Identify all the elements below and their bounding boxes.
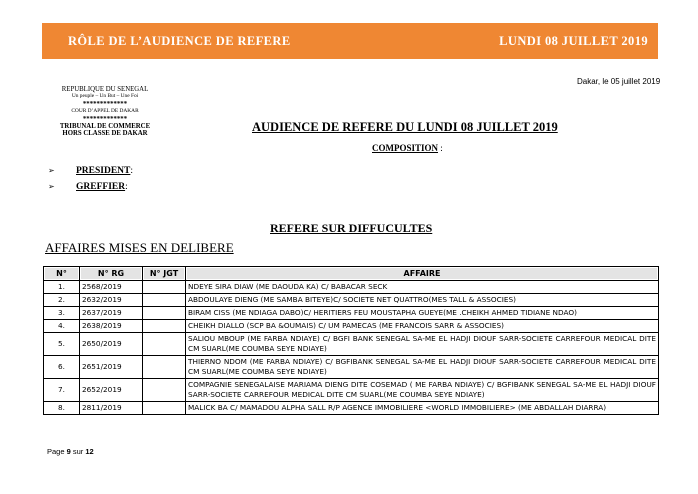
cell-rg: 2651/2019 <box>80 356 143 379</box>
cases-table <box>43 266 659 415</box>
header-jgt: N° JGT <box>143 267 186 281</box>
cell-affaire: ABDOULAYE DIENG (ME SAMBA BITEYE)C/ SOCIETE NET QUATTRO(MES TALL & ASSOCIES) <box>186 294 659 307</box>
cell-num: 2. <box>44 294 80 307</box>
cell-affaire: BIRAM CISS (ME NDIAGA DABO)C/ HERITIERS FEU MOUSTAPHA GUEYE(ME .CHEIKH AHMED TIDIANE NDAO) <box>186 307 659 320</box>
table-row <box>44 356 659 379</box>
cell-jgt <box>143 281 186 294</box>
cell-affaire: COMPAGNIE SENEGALAISE MARIAMA DIENG DITE COSEMAD ( ME FARBA NDIAYE) C/ BGFIBANK SENEGAL SA-ME EL HADJI DIOUF SARR-SOCIETE CARREFOUR MEDICAL DITE CM SUARL(ME COUMBA SEYE NDIAYE) <box>186 379 659 402</box>
header-banner <box>42 23 658 59</box>
table-row <box>44 333 659 356</box>
institution-block <box>30 86 180 138</box>
header-rg: N° RG <box>80 267 143 281</box>
roles-list <box>48 163 133 195</box>
cell-jgt <box>143 379 186 402</box>
cell-rg: 2637/2019 <box>80 307 143 320</box>
separator-stars: ************* <box>82 100 128 108</box>
court-name: COUR D’APPEL DE DAKAR <box>71 108 139 115</box>
table-row <box>44 281 659 294</box>
tribunal-class: HORS CLASSE DE DAKAR <box>62 130 148 138</box>
cell-affaire: THIERNO NDOM (ME FARBA NDIAYE) C/ BGFIBANK SENEGAL SA-ME EL HADJI DIOUF SARR-SOCIETE CARREFOUR MEDICAL DITE CM SUARL(ME COUMBA SEYE NDIAYE) <box>186 356 659 379</box>
role-label: PRESIDENT <box>76 166 131 176</box>
cell-affaire: MALICK BA C/ MAMADOU ALPHA SALL R/P AGENCE IMMOBILIERE <WORLD IMMOBILIERE> (ME ABDALLAH DIARRA) <box>186 402 659 415</box>
banner-date: LUNDI 08 JUILLET 2019 <box>499 34 648 48</box>
cell-num: 4. <box>44 320 80 333</box>
cell-affaire: SALIOU MBOUP (ME FARBA NDIAYE) C/ BGFI BANK SENEGAL SA-ME EL HADJI DIOUF SARR-SOCIETE CARREFOUR MEDICAL DITE CM SUARL(ME COUMBA SEYE NDIAYE) <box>186 333 659 356</box>
role-suffix: : <box>130 166 134 176</box>
section-title: REFERE SUR DIFFUCULTES <box>270 221 433 235</box>
arrow-bullet-icon: ➢ <box>48 166 55 175</box>
cell-num: 8. <box>44 402 80 415</box>
cell-rg: 2632/2019 <box>80 294 143 307</box>
cell-num: 3. <box>44 307 80 320</box>
hearing-title: AUDIENCE DE REFERE DU LUNDI 08 JUILLET 2019 <box>252 120 558 134</box>
cell-jgt <box>143 320 186 333</box>
role-label: GREFFIER <box>76 182 126 192</box>
arrow-bullet-icon: ➢ <box>48 182 55 191</box>
table-row <box>44 379 659 402</box>
footer-page-number: 9 <box>66 447 71 456</box>
cell-jgt <box>143 294 186 307</box>
cell-jgt <box>143 356 186 379</box>
footer-page-total: 12 <box>85 447 94 456</box>
cell-jgt <box>143 402 186 415</box>
republic-motto: Un peuple – Un But – Une Foi <box>71 93 139 100</box>
footer-mid: sur <box>70 447 86 456</box>
cell-rg: 2638/2019 <box>80 320 143 333</box>
cell-num: 7. <box>44 379 80 402</box>
table-row <box>44 402 659 415</box>
cell-affaire: CHEIKH DIALLO (SCP BA &OUMAIS) C/ UM PAMECAS (ME FRANCOIS SARR & ASSOCIES) <box>186 320 659 333</box>
cell-num: 6. <box>44 356 80 379</box>
cases-table-wrapper <box>43 266 659 415</box>
cell-num: 5. <box>44 333 80 356</box>
table-row <box>44 307 659 320</box>
composition-line <box>372 143 443 153</box>
republic-name: REPUBLIQUE DU SENEGAL <box>61 86 149 93</box>
cell-jgt <box>143 307 186 320</box>
role-greffier <box>48 179 133 195</box>
document-date: Dakar, le 05 juillet 2019 <box>577 77 661 86</box>
banner-title: RÔLE DE L’AUDIENCE DE REFERE <box>68 34 291 48</box>
cell-jgt <box>143 333 186 356</box>
header-num: N° <box>44 267 80 281</box>
header-affaire: AFFAIRE <box>186 267 659 281</box>
footer-prefix: Page <box>47 447 67 456</box>
cell-rg: 2811/2019 <box>80 402 143 415</box>
table-row <box>44 294 659 307</box>
cell-affaire: NDEYE SIRA DIAW (ME DAOUDA KA) C/ BABACAR SECK <box>186 281 659 294</box>
role-suffix: : <box>125 182 128 192</box>
table-header-row <box>44 267 659 281</box>
cell-num: 1. <box>44 281 80 294</box>
cell-rg: 2650/2019 <box>80 333 143 356</box>
composition-suffix: : <box>438 143 443 153</box>
cell-rg: 2652/2019 <box>80 379 143 402</box>
table-row <box>44 320 659 333</box>
tribunal-name: TRIBUNAL DE COMMERCE <box>59 123 151 131</box>
separator-stars: ************* <box>82 115 128 123</box>
cell-rg: 2568/2019 <box>80 281 143 294</box>
role-president <box>48 163 133 179</box>
page-footer <box>47 447 94 456</box>
subsection-title: AFFAIRES MISES EN DELIBERE <box>45 240 234 255</box>
composition-label: COMPOSITION <box>372 143 439 153</box>
